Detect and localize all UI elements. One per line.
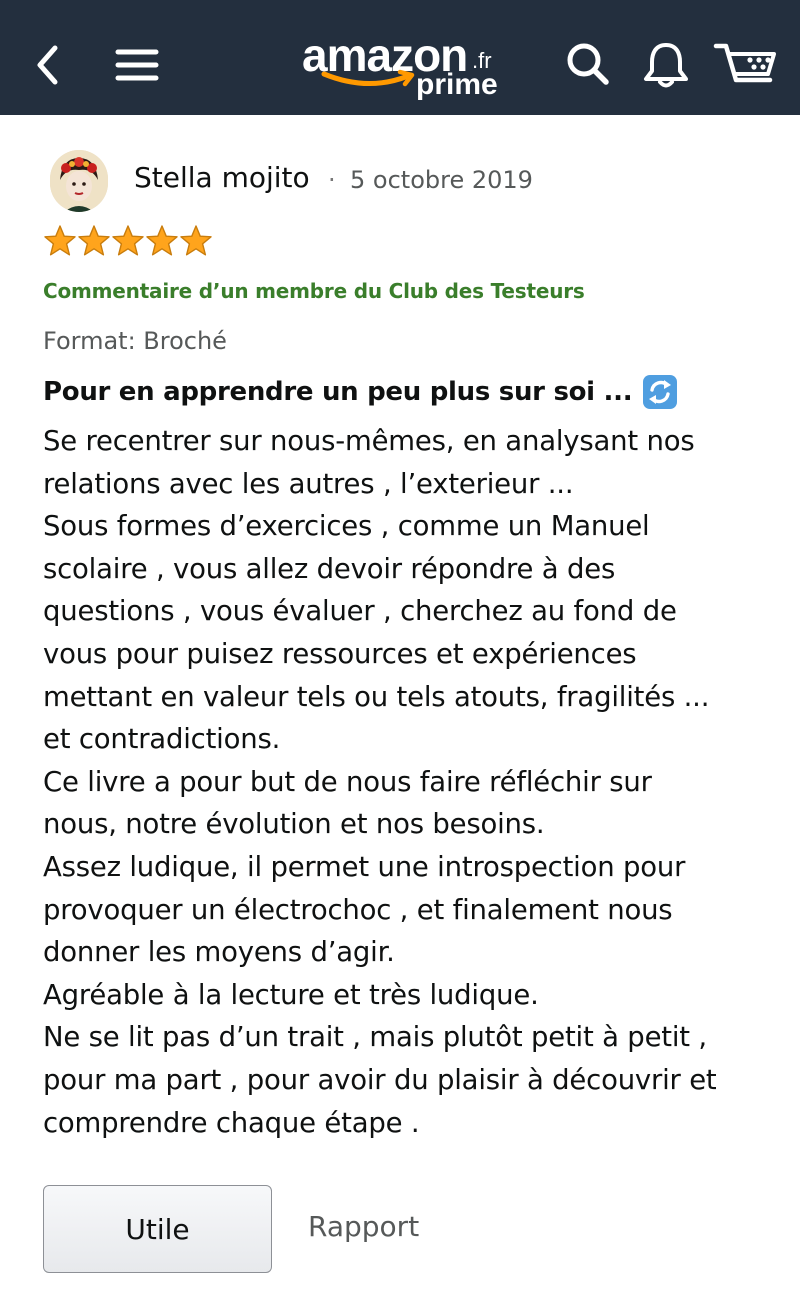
review-body-line: scolaire , vous allez devoir répondre à des <box>43 552 616 585</box>
cart-button[interactable] <box>712 36 782 94</box>
refresh-emoji-icon <box>642 374 678 410</box>
star-icon <box>77 224 111 258</box>
back-button[interactable] <box>28 38 68 94</box>
notifications-button[interactable] <box>636 36 696 94</box>
review-body-line: et contradictions. <box>43 723 281 756</box>
star-icon <box>145 224 179 258</box>
logo-domain: .fr <box>472 48 492 73</box>
review-body-line: comprendre chaque étape . <box>43 1106 420 1139</box>
logo-prime: prime <box>416 68 498 101</box>
review-body <box>43 420 783 1144</box>
review-body-line: vous pour puisez ressources et expériences <box>43 637 637 670</box>
review-body-line: Ce livre a pour but de nous faire réfléchir sur <box>43 765 652 798</box>
report-link[interactable]: Rapport <box>308 1210 420 1243</box>
review-body-line: questions , vous évaluer , cherchez au fond de <box>43 595 677 628</box>
search-button[interactable] <box>560 36 620 94</box>
review-body-line: pour ma part , pour avoir du plaisir à découvrir et <box>43 1063 717 1096</box>
amazon-prime-logo[interactable] <box>298 28 508 108</box>
review-body-line: Ne se lit pas d’un trait , mais plutôt petit à petit , <box>43 1021 707 1054</box>
review-title-row <box>43 372 678 412</box>
helpful-button[interactable]: Utile <box>43 1185 272 1273</box>
review-body-line: Agréable à la lecture et très ludique. <box>43 978 539 1011</box>
star-icon <box>111 224 145 258</box>
review-date: 5 octobre 2019 <box>350 166 533 194</box>
review-body-line: mettant en valeur tels ou tels atouts, fragilités ... <box>43 680 710 713</box>
review-body-line: Se recentrer sur nous-mêmes, en analysant nos <box>43 425 695 457</box>
meta-separator: · <box>328 166 336 194</box>
product-format: Format: Broché <box>43 327 227 355</box>
smile-arrow-icon <box>320 68 420 94</box>
reviewer-name[interactable]: Stella mojito <box>134 161 310 194</box>
review-body-line: nous, notre évolution et nos besoins. <box>43 808 545 841</box>
menu-icon <box>108 38 164 94</box>
reviewer-avatar[interactable] <box>50 150 108 212</box>
review-body-line: relations avec les autres , l’exterieur ... <box>43 467 574 500</box>
review-body-line: provoquer un électrochoc , et finalement nous <box>43 893 673 926</box>
search-icon <box>560 36 620 94</box>
star-icon <box>179 224 213 258</box>
review-body-line: Sous formes d’exercices , comme un Manuel <box>43 510 650 543</box>
top-navigation-bar <box>0 0 800 115</box>
star-rating <box>43 224 213 258</box>
cart-icon <box>712 36 782 94</box>
review-body-line: donner les moyens d’agir. <box>43 936 395 969</box>
menu-button[interactable] <box>108 38 164 94</box>
review-body-line: Assez ludique, il permet une introspection pour <box>43 850 686 883</box>
vine-badge: Commentaire d’un membre du Club des Testeurs <box>43 279 585 303</box>
review-title: Pour en apprendre un peu plus sur soi ... <box>43 377 633 407</box>
bell-icon <box>636 36 696 94</box>
back-arrow-icon <box>28 38 68 94</box>
star-icon <box>43 224 77 258</box>
avatar-portrait-icon <box>50 150 108 212</box>
logo-wordmark: amazon <box>302 29 468 81</box>
